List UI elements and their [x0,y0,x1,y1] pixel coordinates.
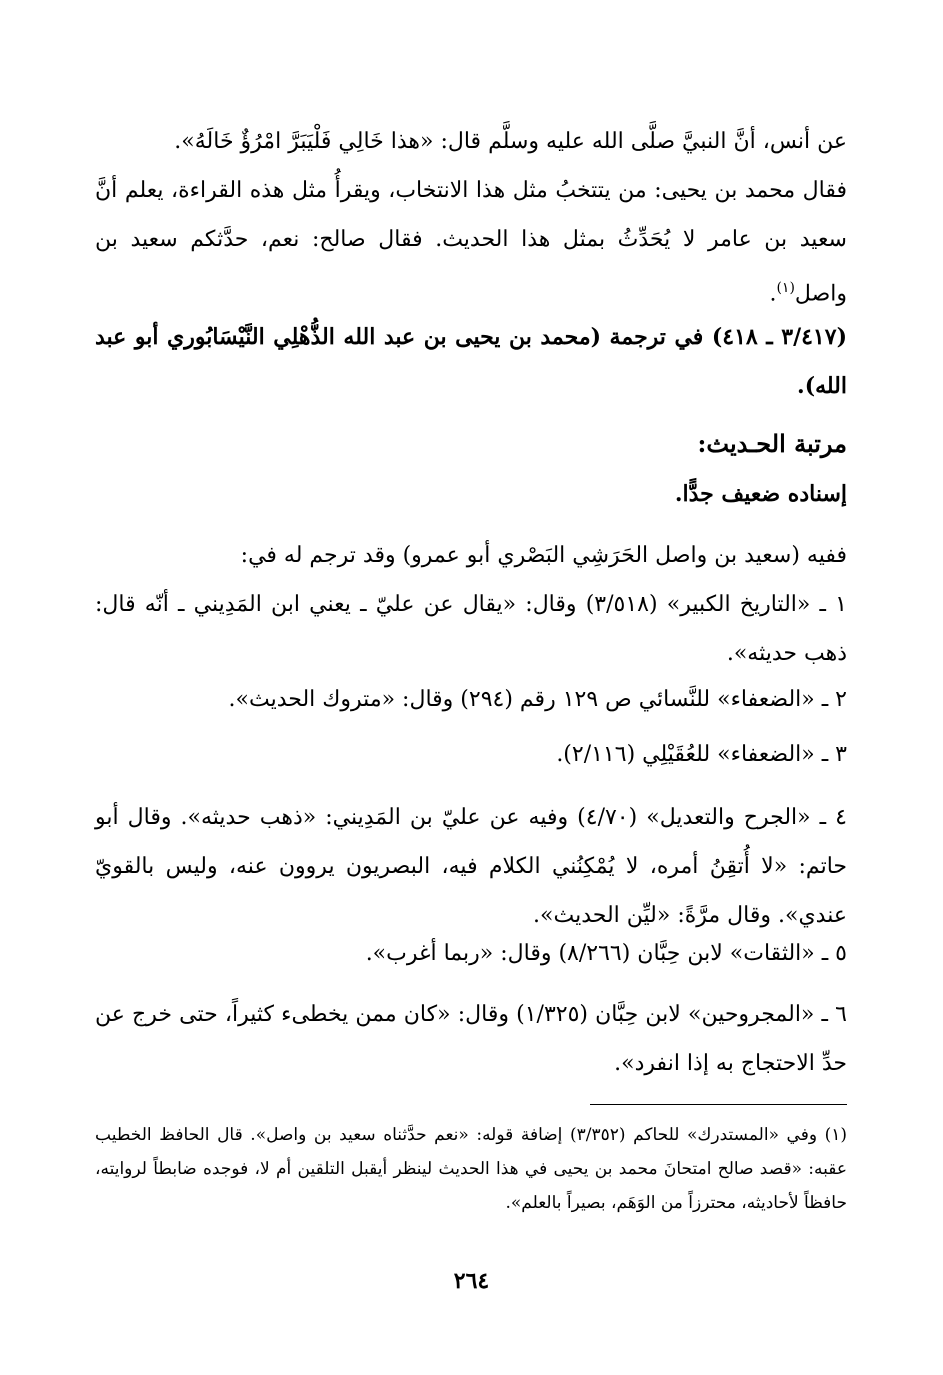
list-item [95,678,847,722]
list-item-text: ٣ ـ «الضعفاء» للعُقَيْلِي (٢/١١٦). [556,742,847,767]
list-item [95,990,847,1088]
list-item [95,793,847,940]
footnote [95,1118,847,1220]
intro-text: ففيه (سعيد بن واصل الحَرَشِي البَصْري أبو عمرو) وقد ترجم له في: [240,543,847,568]
list-item-text: ٤ ـ «الجرح والتعديل» (٤/٧٠) وفيه عن عليّ بن المَدِيني: «ذهب حديثه». وقال أبو حاتم: «لا أُتقِنُ أمره، لا يُمْكِنُني الكلام فيه، البصريون يروون عنه، وليس بالقويّ عندي». وقال مرَّةً: «ليِّن الحديث». [95,805,847,928]
list-item-text: ٦ ـ «المجروحين» لابن حِبَّان (١/٣٢٥) وقال: «كان ممن يخطىء كثيراً، حتى خرج عن حدِّ الاحتجاج به إذا انفرد». [95,1002,847,1076]
verdict-text: إسناده ضعيف جدًّا. [674,481,847,507]
commentary-text: فقال محمد بن يحيى: من يتتخبُ مثل هذا الانتخاب، ويقرأُ مثل هذه القراءة، يعلم أنَّ سعيد بن عامر لا يُحَدِّثُ بمثل هذا الحديث. فقال صالح: نعم، حدَّثكم سعيد بن واصل [95,178,847,307]
source-reference-paragraph [95,313,847,411]
list-item-text: ٢ ـ «الضعفاء» للنَّسائي ص ١٢٩ رقم (٢٩٤) وقال: «متروك الحديث». [228,687,847,712]
footnote-divider [590,1104,847,1105]
source-reference-text: (٣/٤١٧ ـ ٤١٨) في ترجمة (محمد بن يحيى بن عبد الله الذُّهْلِي النَّيْسَابُوري أبو عبد الله). [95,324,847,399]
page-number: ٢٦٤ [453,1268,490,1294]
footnote-reference[interactable]: (١) [776,280,795,296]
section-heading: مرتبة الحـديث: [697,429,847,458]
hadith-text-paragraph [95,117,847,166]
hadith-text: عن أنس، أنَّ النبيَّ صلَّى الله عليه وسلَّم قال: «هذا خَالِي فَلْيَبَرَّ امْرُؤٌ خَالَهُ». [174,129,847,154]
list-item [95,580,847,678]
list-item [95,733,847,777]
list-item [95,932,847,976]
footnote-text: (١) وفي «المستدرك» للحاكم (٣/٣٥٢) إضافة قوله: «نعم حدَّثناه سعيد بن واصل». قال الحافظ الخطيب عقبه: «قصد صالح امتحانَ محمد بن يحيى في هذا الحديث لينظر أيقبل التلقين أم لا، فوجده ضابطاً لروايته، حافظاً لأحاديثه، محترزاً من الوَهَم، بصيراً بالعلم». [95,1125,848,1213]
list-item-text: ٥ ـ «الثقات» لابن حِبَّان (٨/٢٦٦) وقال: «ربما أغرب». [365,941,847,966]
commentary-paragraph [95,166,847,318]
commentary-end: . [769,281,777,307]
list-item-text: ١ ـ «التاريخ الكبير» (٣/٥١٨) وقال: «يقال عن عليّ ـ يعني ابن المَدِيني ـ أنّه قال: ذهب حديثه». [95,592,847,666]
